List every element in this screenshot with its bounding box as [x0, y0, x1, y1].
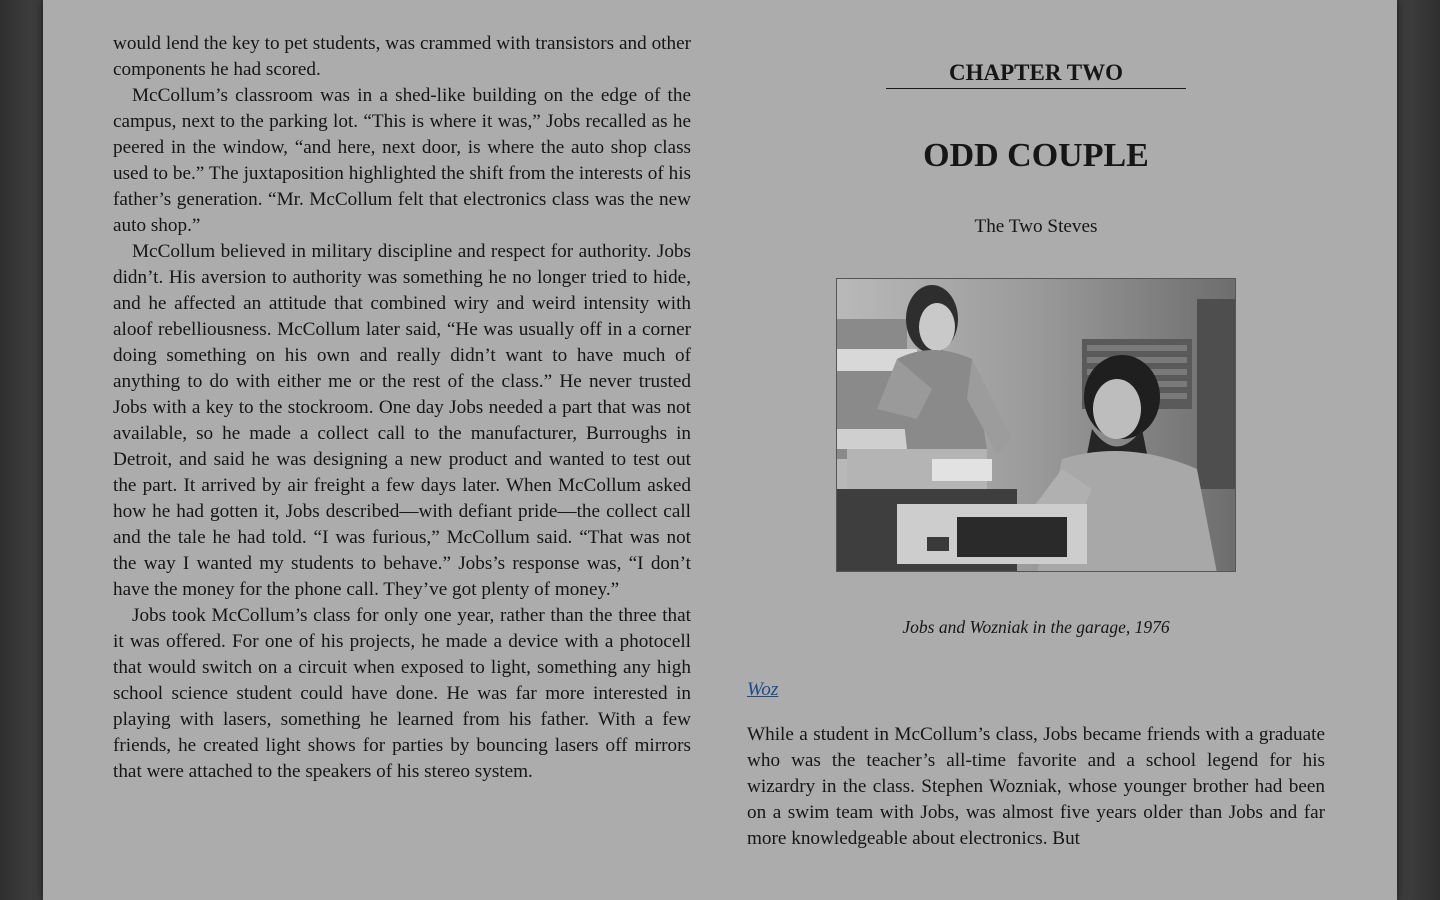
page-spread [43, 0, 1397, 900]
paragraph: While a student in McCollum’s class, Jobs became friends with a graduate who was the teacher’s all-time favorite and a school legend for his wizardry in the class. Stephen Wozniak, whose younger brother had been on a swim team with Jobs, was almost five years older than Jobs and far more knowledgeable about electronics. But [747, 724, 1325, 849]
photo-caption: Jobs and Wozniak in the garage, 1976 [902, 617, 1170, 637]
chapter-title: ODD COUPLE [923, 137, 1149, 174]
paragraph: Jobs took McCollum’s class for only one year, rather than the three that it was offered. For one of his projects, he made a device with a photocell that would switch on a circuit when exposed to light, something any high school science student could have done. He was far more interested in playing with lasers, something he learned from his father. With a few friends, he created light shows for parties by bouncing lasers off mirrors that were attached to the speakers of his stereo system. [113, 605, 691, 782]
right-page [747, 0, 1325, 900]
chapter-label: CHAPTER TWO [886, 58, 1186, 89]
chapter-photo [836, 278, 1236, 572]
paragraph: McCollum’s classroom was in a shed-like building on the edge of the campus, next to the parking lot. “This is where it was,” Jobs recalled as he peered in the window, “and here, next door, is where the auto shop class used to be.” The juxtaposition highlighted the shift from the interests of his father’s generation. “Mr. McCollum felt that electronics class was the new auto shop.” [113, 85, 691, 236]
paragraph: would lend the key to pet students, was crammed with transistors and other components he had scored. [113, 33, 691, 80]
paragraph: McCollum believed in military discipline and respect for authority. Jobs didn’t. His aversion to authority was something he no longer tried to hide, and he affected an attitude that combined wiry and weird intensity with aloof rebelliousness. McCollum later said, “He was usually off in a corner doing something on his own and really didn’t want to have much of anything to do with either me or the rest of the class.” He never trusted Jobs with a key to the stockroom. One day Jobs needed a part that was not available, so he made a collect call to the manufacturer, Burroughs in Detroit, and said he was designing a new product and wanted to test out the part. It arrived by air freight a few days later. When McCollum asked how he had gotten it, Jobs described—with defiant pride—the collect call and the tale he had told. “I was furious,” McCollum said. “That was not the way I wanted my students to behave.” Jobs’s response was, “I don’t have the money for the phone call. They’ve got plenty of money.” [113, 241, 691, 600]
chapter-subtitle: The Two Steves [974, 216, 1098, 237]
photo-two-men-at-computer-icon [837, 279, 1236, 572]
left-page [113, 31, 691, 785]
section-link-woz[interactable]: Woz [747, 679, 779, 700]
